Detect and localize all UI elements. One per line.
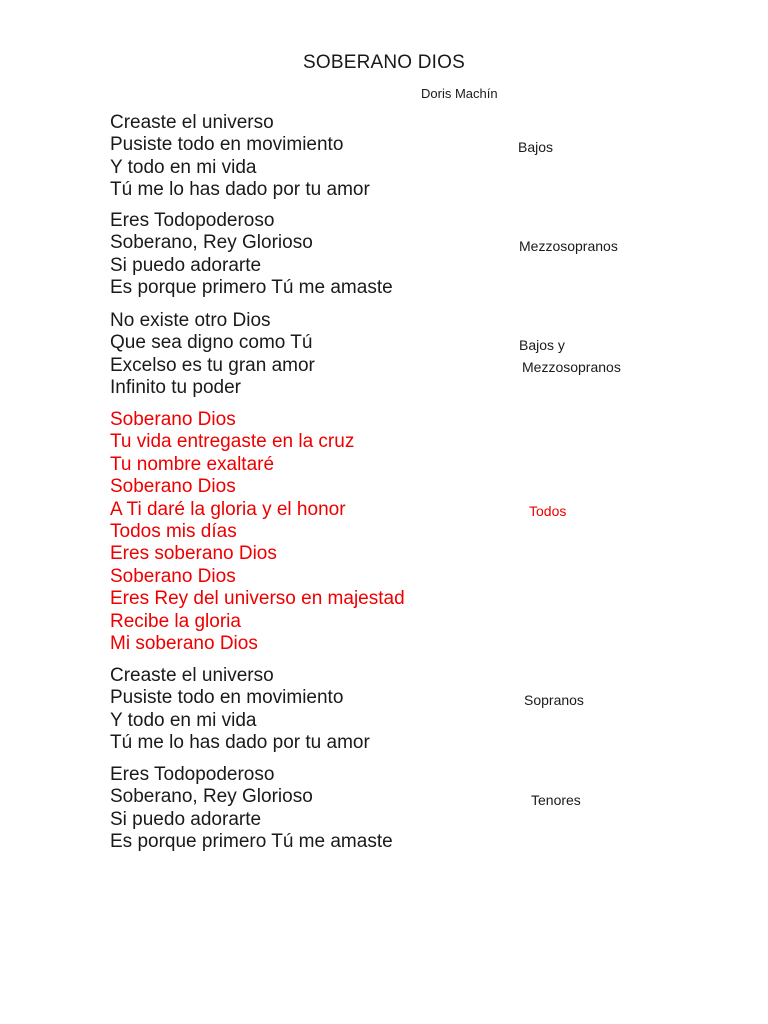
voice-label-tenores: Tenores	[531, 792, 581, 808]
stanza-6	[110, 764, 393, 854]
lyric-line: Creaste el universo	[110, 665, 274, 686]
lyric-line: Soberano, Rey Glorioso	[110, 232, 313, 254]
lyric-line: Tú me lo has dado por tu amor	[110, 179, 370, 201]
lyric-line: Tu nombre exaltaré	[110, 453, 275, 475]
chorus	[110, 409, 405, 655]
lyric-line: Infinito tu poder	[110, 377, 241, 399]
voice-label-todos: Todos	[529, 503, 567, 519]
lyric-line: Soberano Dios	[110, 565, 236, 587]
lyric-line: Tu vida entregaste en la cruz	[110, 431, 355, 453]
lyric-line: Soberano Dios	[110, 476, 236, 498]
lyric-line: Recibe la gloria	[110, 610, 241, 632]
lyric-line: No existe otro Dios	[110, 310, 271, 331]
lyric-line: Soberano, Rey Glorioso	[110, 786, 313, 808]
lyric-line: Eres Todopoderoso	[110, 764, 275, 785]
lyric-line: Y todo en mi vida	[110, 709, 257, 731]
lyric-line: Todos mis días	[110, 521, 237, 543]
lyric-line: Eres Rey del universo en majestad	[110, 588, 405, 610]
lyric-line: Soberano Dios	[110, 409, 236, 430]
lyric-line: Mi soberano Dios	[110, 633, 258, 655]
voice-label-mezzosopranos: Mezzosopranos	[519, 238, 618, 254]
lyric-line: Si puedo adorarte	[110, 254, 262, 276]
voice-label-bajos: Bajos	[518, 139, 554, 155]
stanza-5	[110, 665, 370, 755]
lyric-line: A Ti daré la gloria y el honor	[110, 498, 346, 520]
voice-label-bajos-y: Bajos y	[519, 337, 565, 353]
stanza-1	[110, 112, 370, 202]
voice-label-sopranos: Sopranos	[524, 692, 584, 708]
lyric-line: Eres soberano Dios	[110, 543, 277, 565]
song-title: SOBERANO DIOS	[302, 52, 466, 73]
stanza-2	[110, 210, 393, 300]
voice-label-mezzosopranos-2: Mezzosopranos	[522, 359, 621, 375]
lyric-line: Si puedo adorarte	[110, 808, 262, 830]
lyric-line: Pusiste todo en movimiento	[110, 134, 344, 156]
lyric-line: Eres Todopoderoso	[110, 210, 275, 231]
lyric-line: Que sea digno como Tú	[110, 332, 313, 354]
stanza-3	[110, 310, 315, 400]
lyric-line: Tú me lo has dado por tu amor	[110, 732, 370, 754]
lyric-line: Y todo en mi vida	[110, 156, 257, 178]
lyric-line: Es porque primero Tú me amaste	[110, 831, 393, 853]
lyric-line: Es porque primero Tú me amaste	[110, 277, 393, 299]
lyric-line: Excelso es tu gran amor	[110, 354, 315, 376]
lyric-line: Pusiste todo en movimiento	[110, 687, 344, 709]
lyric-line: Creaste el universo	[110, 112, 274, 133]
song-author: Doris Machín	[421, 86, 498, 101]
